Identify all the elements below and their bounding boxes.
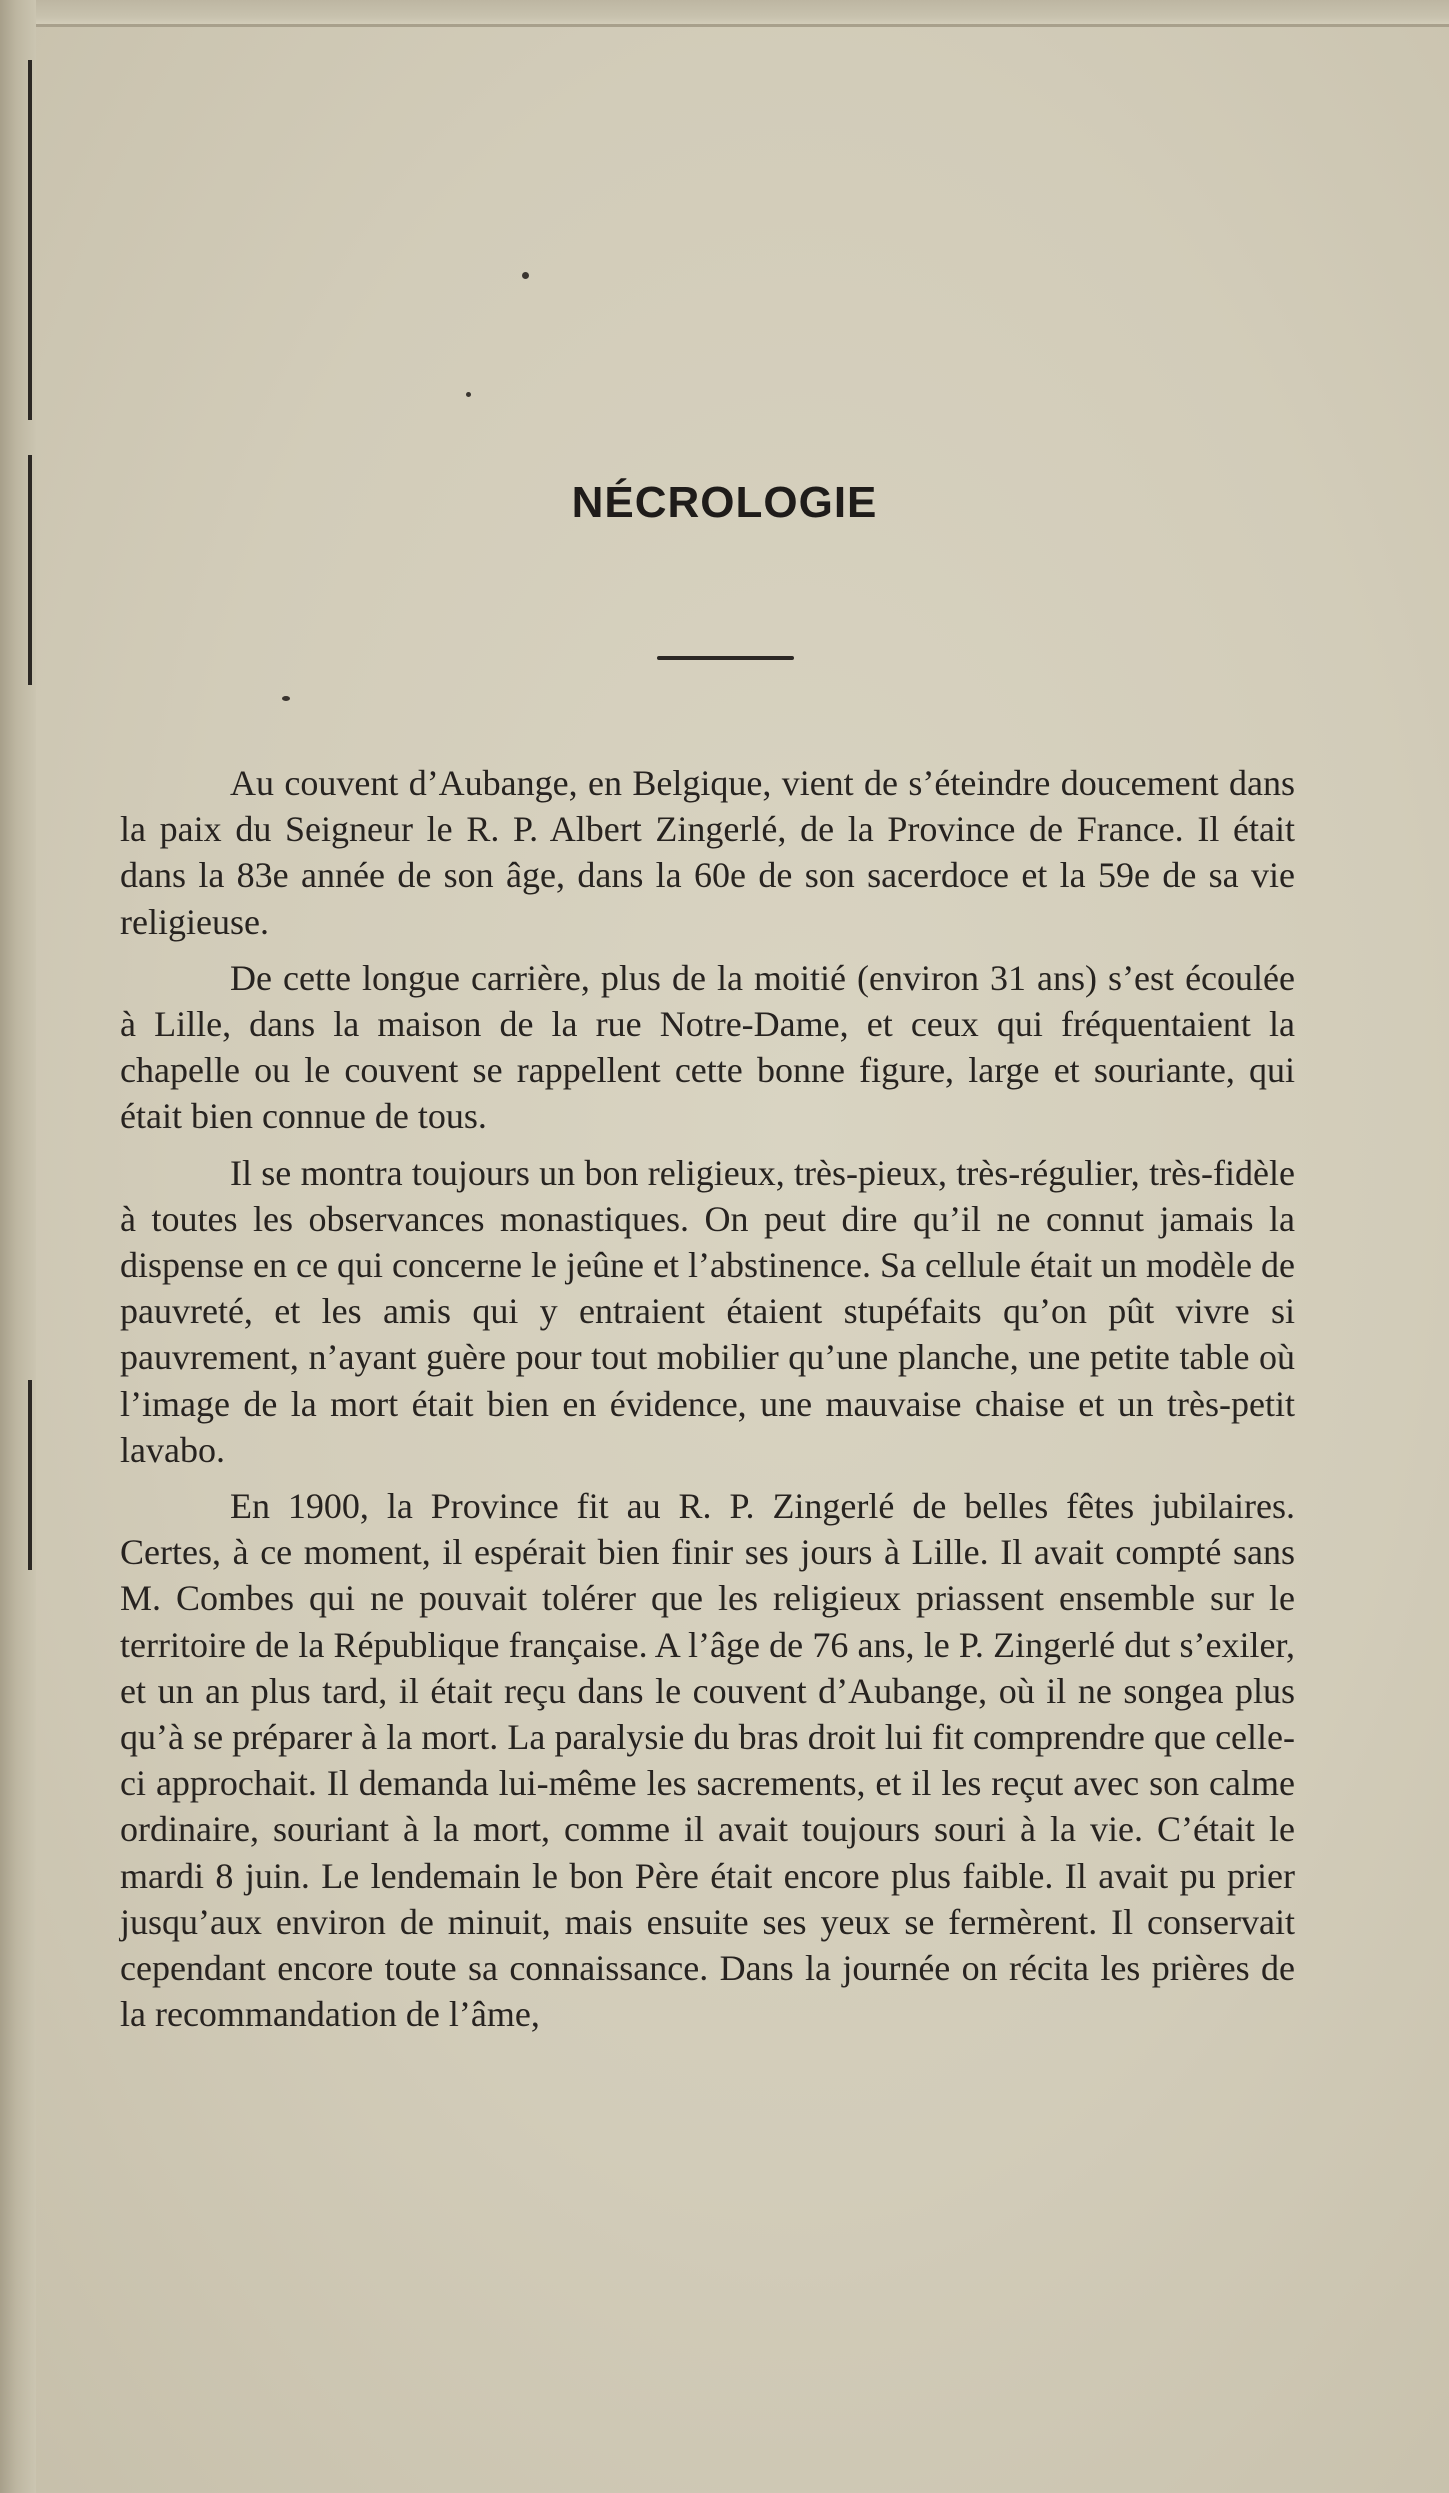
paragraph: En 1900, la Province fit au R. P. Zingerlé de belles fêtes jubilaires. Certes, à ce moment, il espérait bien finir ses jours à Lille. Il avait compté sans M. Combes qui ne pouvait tolérer que les religieux priassent ensemble sur le territoire de la République française. A l’âge de 76 ans, le P. Zingerlé dut s’exiler, et un an plus tard, il était reçu dans le couvent d’Aubange, où il ne songea plus qu’à se préparer à la mort. La paralysie du bras droit lui fit comprendre que celle-ci approchait. Il demanda lui-même les sacrements, et il les reçut avec son calme ordinaire, souriant à la mort, comme il avait toujours souri à la vie. C’était le mardi 8 juin. Le lendemain le bon Père était encore plus faible. Il avait pu prier jusqu’aux environ de minuit, mais ensuite ses yeux se fermèrent. Il conservait cependant encore toute sa connaissance. Dans la journée on récita les prières de la recommandation de l’âme, [120,1486,1295,2035]
ink-speck [282,696,290,701]
ink-speck [522,272,529,279]
ink-speck [466,392,471,397]
spine-mark [28,60,32,420]
book-spine [0,0,36,2493]
body-text [120,760,1295,2047]
spine-mark [28,1380,32,1570]
paragraph: Il se montra toujours un bon religieux, très-pieux, très-régulier, très-fidèle à toutes les observances monastiques. On peut dire qu’il ne connut jamais la dispense en ce qui concerne le jeûne et l’abstinence. Sa cellule était un modèle de pauvreté, et les amis qui y entraient étaient stupéfaits qu’on pût vivre si pauvrement, n’ayant guère pour tout mobilier qu’une planche, une petite table où l’image de la mort était bien en évidence, une mauvaise chaise et un très-petit lavabo. [120,1152,1295,1470]
paragraph: Au couvent d’Aubange, en Belgique, vient de s’éteindre doucement dans la paix du Seigneur le R. P. Albert Zingerlé, de la Province de France. Il était dans la 83e année de son âge, dans la 60e de son sacerdoce et la 59e de sa vie religieuse. [120,763,1295,942]
page-top-edge [36,0,1449,27]
paragraph: De cette longue carrière, plus de la moitié (environ 31 ans) s’est écoulée à Lille, dans la maison de la rue Notre-Dame, et ceux qui fréquentaient la chapelle ou le couvent se rappellent cette bonne figure, large et souriante, qui était bien connue de tous. [120,957,1295,1137]
title-rule [657,656,794,660]
page-title: NÉCROLOGIE [571,478,878,527]
